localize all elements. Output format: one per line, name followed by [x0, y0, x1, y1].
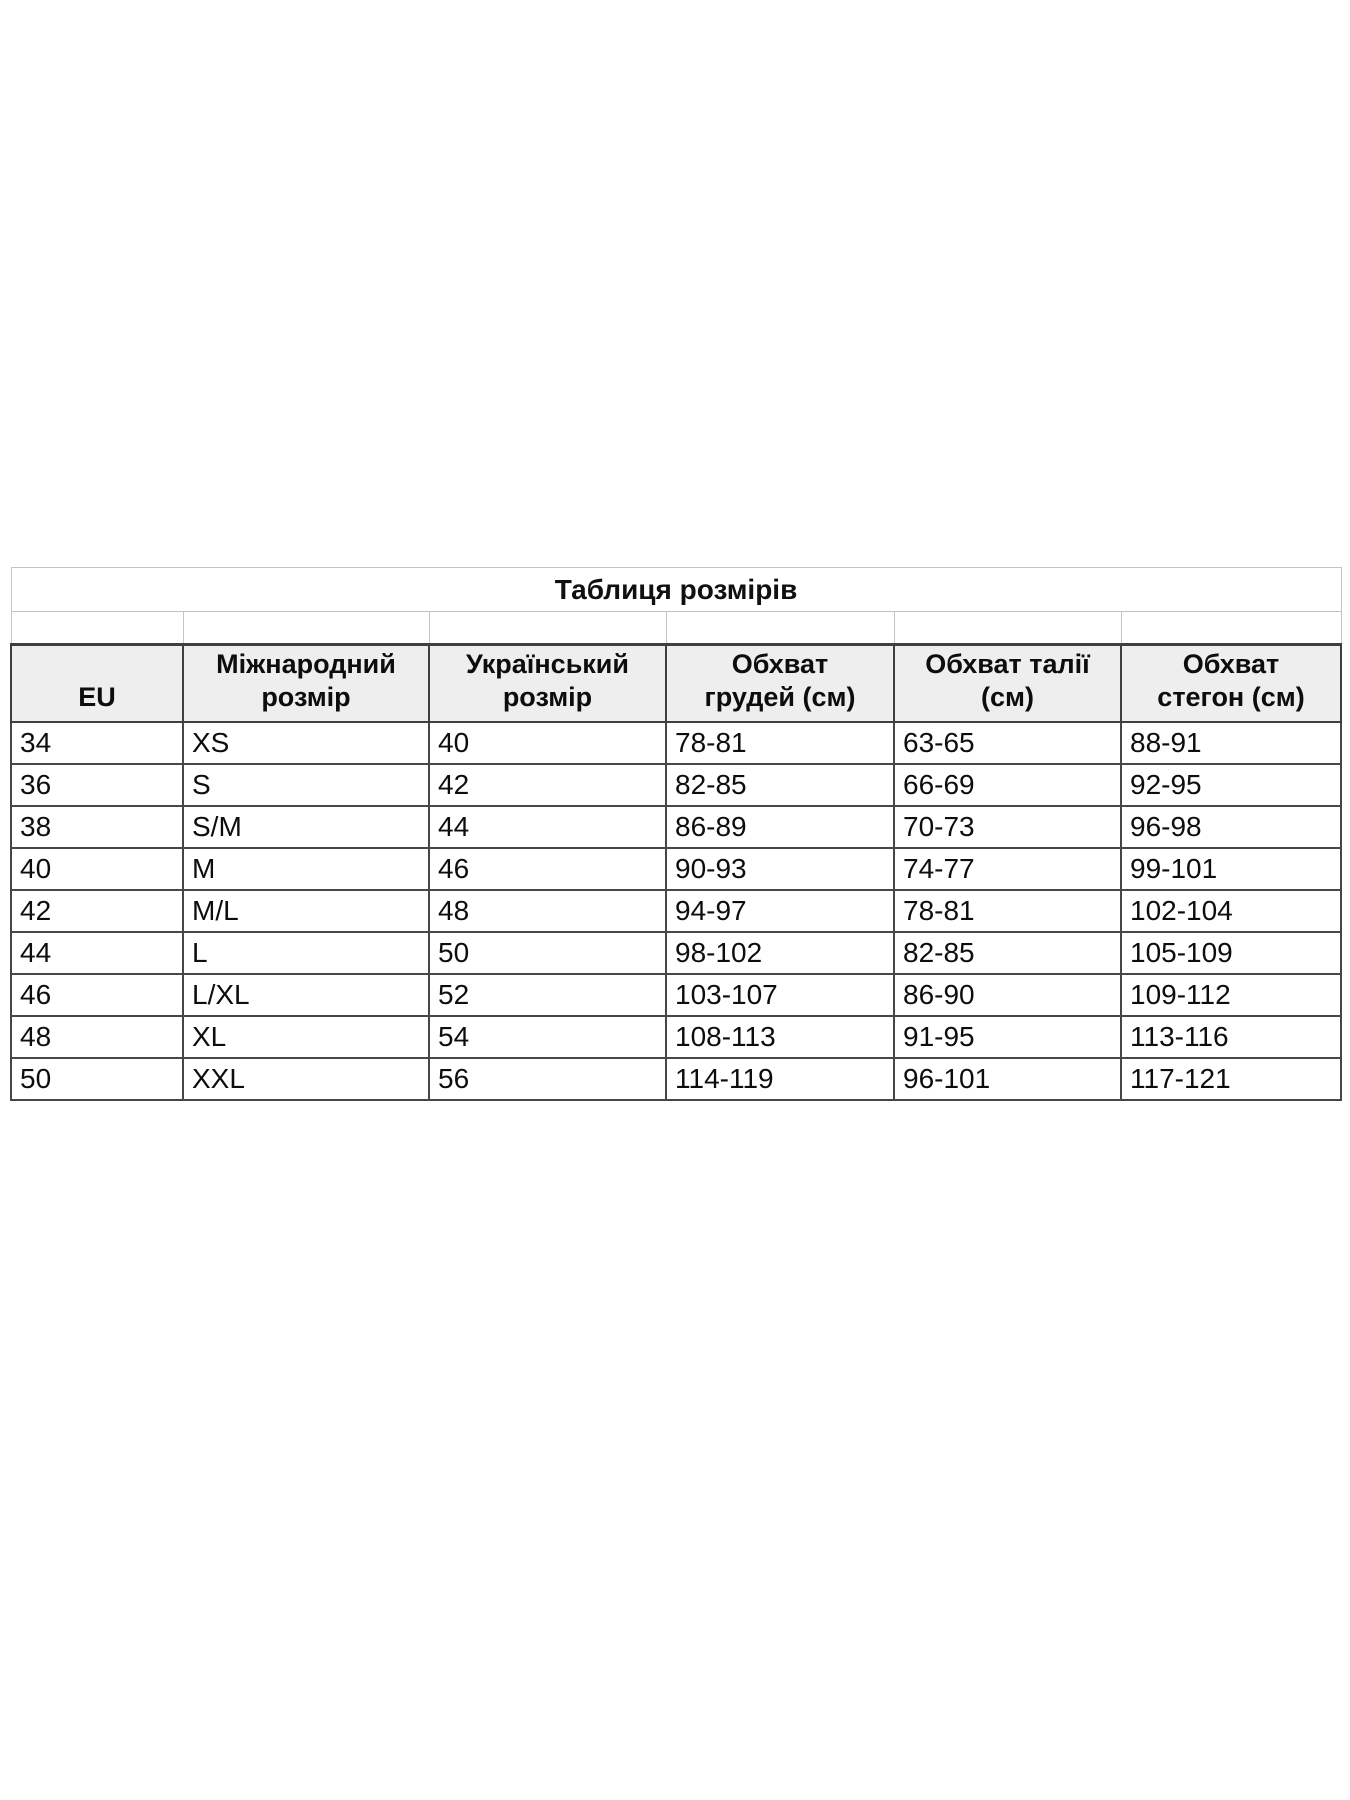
table-cell: S/M [183, 806, 429, 848]
size-table [10, 567, 1342, 1101]
table-row [11, 890, 1341, 932]
table-cell: 38 [11, 806, 183, 848]
spacer-cell [183, 612, 429, 645]
table-cell: 113-116 [1121, 1016, 1341, 1058]
table-cell: 50 [11, 1058, 183, 1100]
table-cell: XXL [183, 1058, 429, 1100]
table-row [11, 1016, 1341, 1058]
table-cell: 40 [429, 722, 666, 764]
table-cell: 70-73 [894, 806, 1121, 848]
table-row [11, 848, 1341, 890]
table-title: Таблиця розмірів [11, 568, 1341, 612]
column-header-label: розмір [261, 681, 351, 712]
table-cell: 91-95 [894, 1016, 1121, 1058]
table-cell: XS [183, 722, 429, 764]
table-cell: 90-93 [666, 848, 894, 890]
table-cell: 56 [429, 1058, 666, 1100]
column-header-label: Обхват [1182, 648, 1280, 679]
table-row [11, 974, 1341, 1016]
table-cell: L [183, 932, 429, 974]
table-cell: 92-95 [1121, 764, 1341, 806]
spacer-cell [666, 612, 894, 645]
spacer-cell [429, 612, 666, 645]
spacer-cell [11, 612, 183, 645]
table-row [11, 764, 1341, 806]
spacer-cell [894, 612, 1121, 645]
table-cell: 114-119 [666, 1058, 894, 1100]
table-cell: 88-91 [1121, 722, 1341, 764]
table-row [11, 932, 1341, 974]
column-header-chest [666, 645, 894, 722]
table-cell: 86-90 [894, 974, 1121, 1016]
table-cell: 40 [11, 848, 183, 890]
column-header-label: грудей (см) [704, 681, 856, 712]
table-cell: 78-81 [894, 890, 1121, 932]
table-cell: L/XL [183, 974, 429, 1016]
table-cell: 42 [11, 890, 183, 932]
table-cell: XL [183, 1016, 429, 1058]
table-cell: 36 [11, 764, 183, 806]
table-cell: 108-113 [666, 1016, 894, 1058]
column-header-ukrainian-size [429, 645, 666, 722]
table-cell: 48 [11, 1016, 183, 1058]
table-cell: 54 [429, 1016, 666, 1058]
table-row [11, 722, 1341, 764]
table-cell: 42 [429, 764, 666, 806]
column-header-label: розмір [502, 681, 593, 712]
table-cell: 86-89 [666, 806, 894, 848]
table-cell: 78-81 [666, 722, 894, 764]
column-header-waist [894, 645, 1121, 722]
spacer-row [11, 612, 1341, 645]
table-cell: 102-104 [1121, 890, 1341, 932]
table-cell: 46 [11, 974, 183, 1016]
table-cell: 74-77 [894, 848, 1121, 890]
table-cell: 63-65 [894, 722, 1121, 764]
table-cell: 82-85 [666, 764, 894, 806]
table-cell: 96-98 [1121, 806, 1341, 848]
table-cell: 50 [429, 932, 666, 974]
spacer-cell [1121, 612, 1341, 645]
column-header-label: стегон (см) [1157, 681, 1305, 712]
table-cell: 44 [11, 932, 183, 974]
table-cell: 66-69 [894, 764, 1121, 806]
column-header-label: Український [465, 648, 629, 679]
table-cell: 34 [11, 722, 183, 764]
table-cell: 99-101 [1121, 848, 1341, 890]
table-cell: 94-97 [666, 890, 894, 932]
column-header-international-size [183, 645, 429, 722]
column-header-label: Обхват [731, 648, 829, 679]
table-row [11, 806, 1341, 848]
table-cell: 82-85 [894, 932, 1121, 974]
column-header-eu [11, 645, 183, 722]
table-cell: 117-121 [1121, 1058, 1341, 1100]
table-cell: 52 [429, 974, 666, 1016]
table-title-row [11, 568, 1341, 612]
table-cell: M [183, 848, 429, 890]
header-row [11, 645, 1341, 722]
table-row [11, 1058, 1341, 1100]
table-cell: 109-112 [1121, 974, 1341, 1016]
table-cell: 105-109 [1121, 932, 1341, 974]
column-header-hips [1121, 645, 1341, 722]
table-cell: 48 [429, 890, 666, 932]
column-header-label: (см) [981, 681, 1034, 712]
table-cell: 44 [429, 806, 666, 848]
table-cell: S [183, 764, 429, 806]
table-cell: 103-107 [666, 974, 894, 1016]
column-header-label: Обхват талії [925, 648, 1090, 679]
table-cell: 46 [429, 848, 666, 890]
column-header-label: EU [78, 681, 116, 712]
table-cell: 96-101 [894, 1058, 1121, 1100]
table-cell: M/L [183, 890, 429, 932]
column-header-label: Міжнародний [216, 648, 396, 679]
table-cell: 98-102 [666, 932, 894, 974]
